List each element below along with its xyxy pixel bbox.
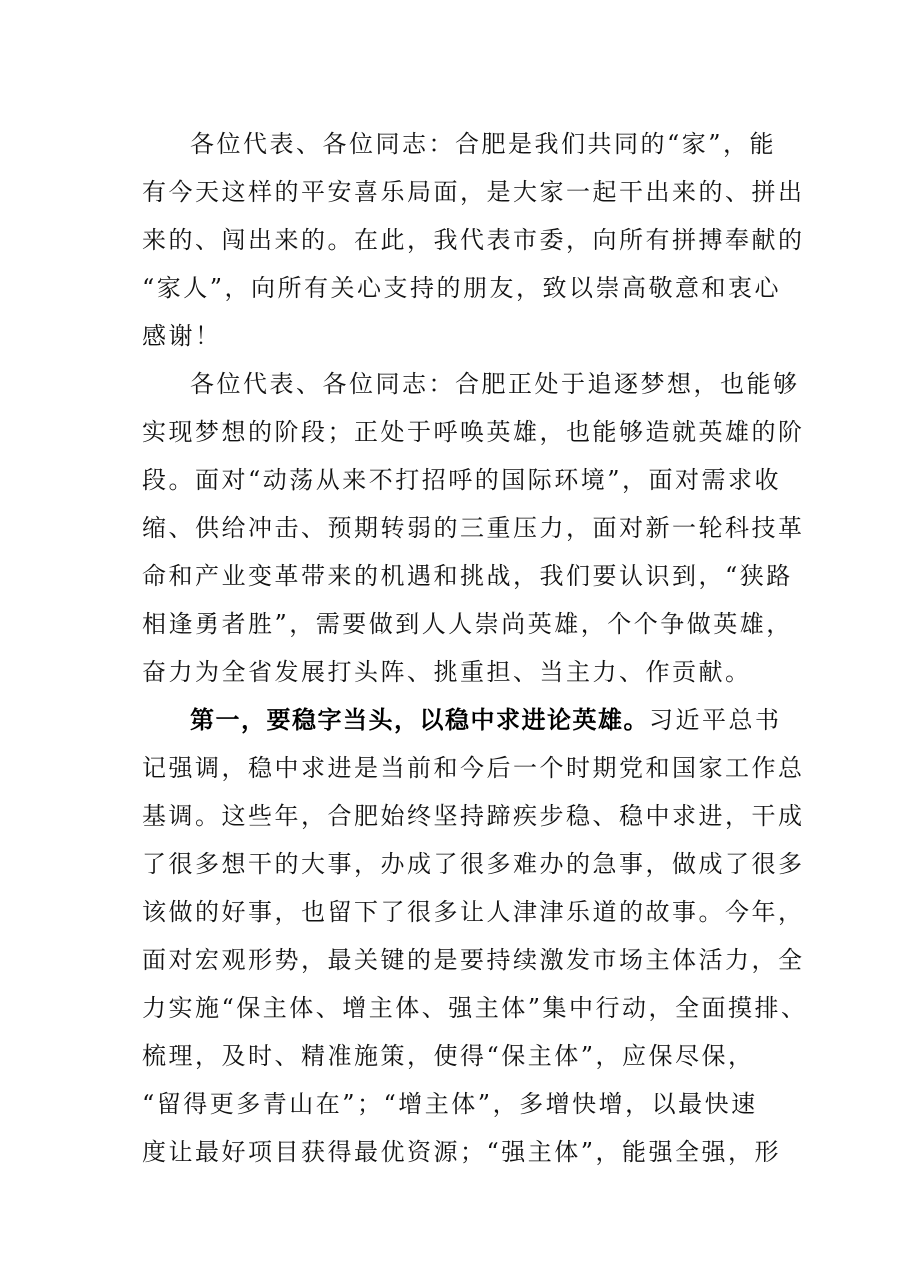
paragraph-3-line-2: 记强调，稳中求进是当前和今后一个时期党和国家工作总 bbox=[142, 754, 805, 782]
paragraph-2-line-3: 段。面对“动荡从来不打招呼的国际环境”，面对需求收 bbox=[142, 466, 782, 494]
paragraph-1-line-1: 各位代表、各位同志：合肥是我们共同的“家”，能 bbox=[190, 130, 777, 158]
paragraph-3-line-10: 度让最好项目获得最优资源；“强主体”，能强全强，形 bbox=[142, 1138, 782, 1166]
paragraph-1-line-5: 感谢！ bbox=[142, 322, 222, 350]
paragraph-3-line-6: 面对宏观形势，最关键的是要持续激发市场主体活力，全 bbox=[142, 946, 805, 974]
paragraph-3-first-line-rest: 习近平总书 bbox=[649, 706, 782, 734]
paragraph-2-line-4: 缩、供给冲击、预期转弱的三重压力，面对新一轮科技革 bbox=[142, 514, 805, 542]
paragraph-3-line-5: 该做的好事，也留下了很多让人津津乐道的故事。今年， bbox=[142, 898, 805, 926]
paragraph-2-line-1: 各位代表、各位同志：合肥正处于追逐梦想，也能够 bbox=[190, 370, 800, 398]
paragraph-2-line-7: 奋力为全省发展打头阵、挑重担、当主力、作贡献。 bbox=[142, 658, 752, 686]
paragraph-2-line-5: 命和产业变革带来的机遇和挑战，我们要认识到，“狭路 bbox=[142, 562, 793, 590]
paragraph-1-line-2: 有今天这样的平安喜乐局面，是大家一起干出来的、拼出 bbox=[142, 178, 805, 206]
paragraph-3-line-4: 了很多想干的大事，办成了很多难办的急事，做成了很多 bbox=[142, 850, 805, 878]
paragraph-1-line-4: “家人”，向所有关心支持的朋友，致以崇高敬意和衷心 bbox=[142, 274, 782, 302]
paragraph-3-line-7: 力实施“保主体、增主体、强主体”集中行动，全面摸排、 bbox=[142, 994, 808, 1022]
paragraph-3-line-9: “留得更多青山在”；“增主体”，多增快增，以最快速 bbox=[142, 1090, 758, 1118]
paragraph-3-line-8: 梳理，及时、精准施策，使得“保主体”，应保尽保， bbox=[142, 1042, 755, 1070]
paragraph-3-line-3: 基调。这些年，合肥始终坚持蹄疾步稳、稳中求进，干成 bbox=[142, 802, 805, 830]
paragraph-2-line-6: 相逢勇者胜”，需要做到人人崇尚英雄，个个争做英雄， bbox=[142, 610, 793, 638]
paragraph-1-line-3: 来的、闯出来的。在此，我代表市委，向所有拼搏奉献的 bbox=[142, 226, 805, 254]
paragraph-3-line-1 bbox=[190, 704, 782, 736]
section-heading: 第一，要稳字当头，以稳中求进论英雄。 bbox=[190, 706, 649, 734]
paragraph-2-line-2: 实现梦想的阶段；正处于呼唤英雄，也能够造就英雄的阶 bbox=[142, 418, 805, 446]
